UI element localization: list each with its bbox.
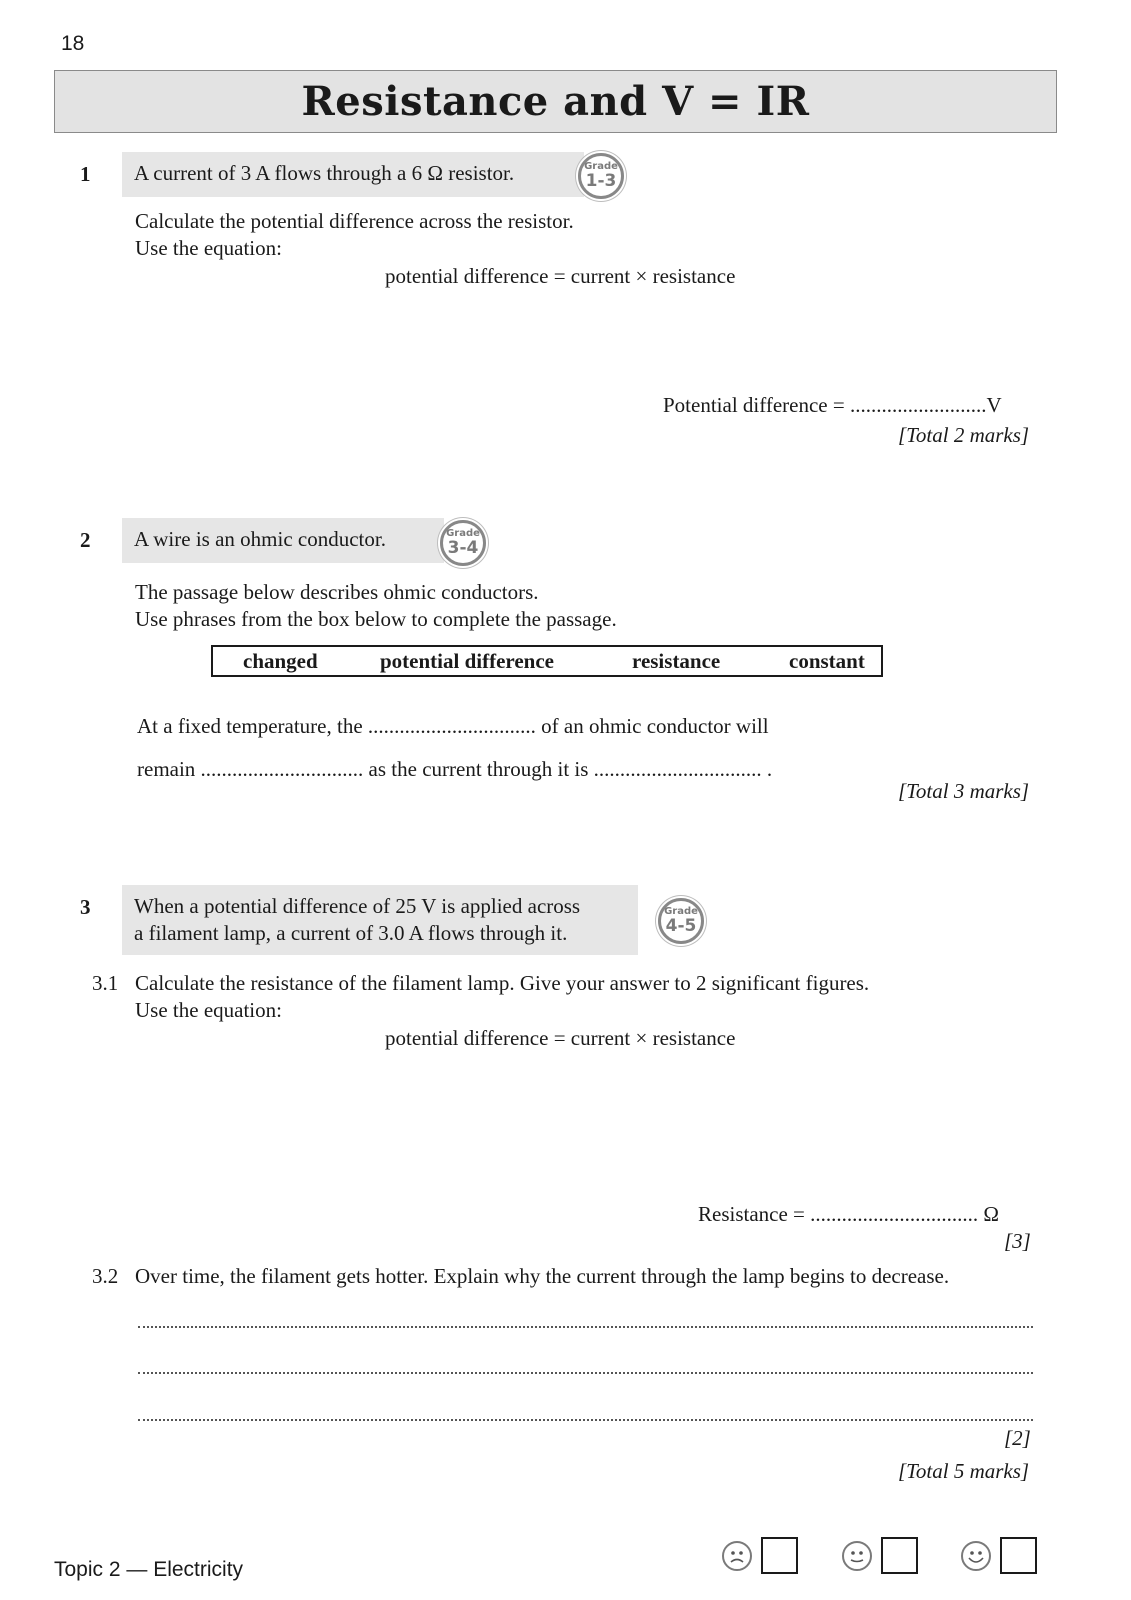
question-2-description: The passage below describes ohmic conductors. (135, 580, 539, 604)
part-3-1-use-equation: Use the equation: (135, 998, 282, 1022)
page-number: 18 (61, 32, 85, 55)
grade-badge-4-5 (658, 898, 704, 944)
question-1-total-marks: [Total 2 marks] (898, 423, 1030, 447)
answer-line[interactable] (138, 1419, 1033, 1421)
word-option: resistance (632, 649, 721, 673)
question-2-prompt: A wire is an ohmic conductor. (134, 527, 386, 551)
question-2-passage-line-1: At a fixed temperature, the ................................ of an ohmic conductor will (137, 714, 769, 738)
grade-label: Grade (446, 528, 480, 539)
happy-tickbox[interactable] (1000, 1537, 1037, 1574)
question-3-number: 3 (80, 895, 91, 919)
answer-line[interactable] (138, 1326, 1033, 1328)
part-3-1-equation: potential difference = current × resistance (385, 1026, 736, 1050)
part-3-2-marks: [2] (1004, 1426, 1031, 1450)
grade-label: Grade (584, 161, 618, 172)
sad-tickbox[interactable] (761, 1537, 798, 1574)
word-box (211, 645, 883, 677)
grade-range: 4-5 (665, 916, 697, 936)
question-3-prompt-line-1: When a potential difference of 25 V is applied across (134, 894, 581, 918)
question-3-prompt-line-2: a filament lamp, a current of 3.0 A flows through it. (134, 921, 568, 945)
part-3-2-number: 3.2 (92, 1264, 119, 1288)
sad-face-icon (722, 1541, 752, 1571)
grade-range: 3-4 (447, 538, 479, 558)
answer-line[interactable] (138, 1372, 1033, 1374)
page-title: Resistance and V = IR (301, 78, 810, 125)
question-1-prompt-box (122, 152, 584, 197)
neutral-tickbox[interactable] (881, 1537, 918, 1574)
word-option: potential difference (380, 649, 554, 673)
question-2-number: 2 (80, 528, 91, 552)
word-option: changed (243, 649, 318, 673)
happy-face-icon (961, 1541, 991, 1571)
question-2-total-marks: [Total 3 marks] (898, 779, 1030, 803)
question-3-total-marks: [Total 5 marks] (898, 1459, 1030, 1483)
grade-badge-3-4 (440, 520, 486, 566)
part-3-1-number: 3.1 (92, 971, 119, 995)
question-2-prompt-box (122, 518, 444, 563)
part-3-1-instruction: Calculate the resistance of the filament lamp. Give your answer to 2 significant figures. (135, 971, 870, 995)
question-1-number: 1 (80, 162, 91, 186)
title-banner (54, 70, 1057, 133)
part-3-1-marks: [3] (1004, 1229, 1031, 1253)
question-1-prompt: A current of 3 A flows through a 6 Ω resistor. (134, 161, 515, 185)
part-3-2-instruction: Over time, the filament gets hotter. Explain why the current through the lamp begins to decrease. (135, 1264, 950, 1288)
word-option: constant (789, 649, 865, 673)
question-1-use-equation: Use the equation: (135, 236, 282, 260)
footer-topic: Topic 2 — Electricity (54, 1558, 244, 1581)
part-3-1-answer-line: Resistance = ................................ Ω (698, 1202, 1000, 1226)
grade-badge-1-3 (578, 153, 624, 199)
question-1-instruction: Calculate the potential difference across the resistor. (135, 209, 574, 233)
grade-range: 1-3 (585, 171, 617, 191)
question-3-prompt-box (122, 885, 638, 955)
question-1-answer-line: Potential difference = ..........................V (663, 393, 1002, 417)
grade-label: Grade (664, 906, 698, 917)
question-1-equation: potential difference = current × resistance (385, 264, 736, 288)
question-2-instruction: Use phrases from the box below to complete the passage. (135, 607, 617, 631)
question-2-passage-line-2: remain ............................... as the current through it is ................................ . (137, 757, 773, 781)
neutral-face-icon (842, 1541, 872, 1571)
